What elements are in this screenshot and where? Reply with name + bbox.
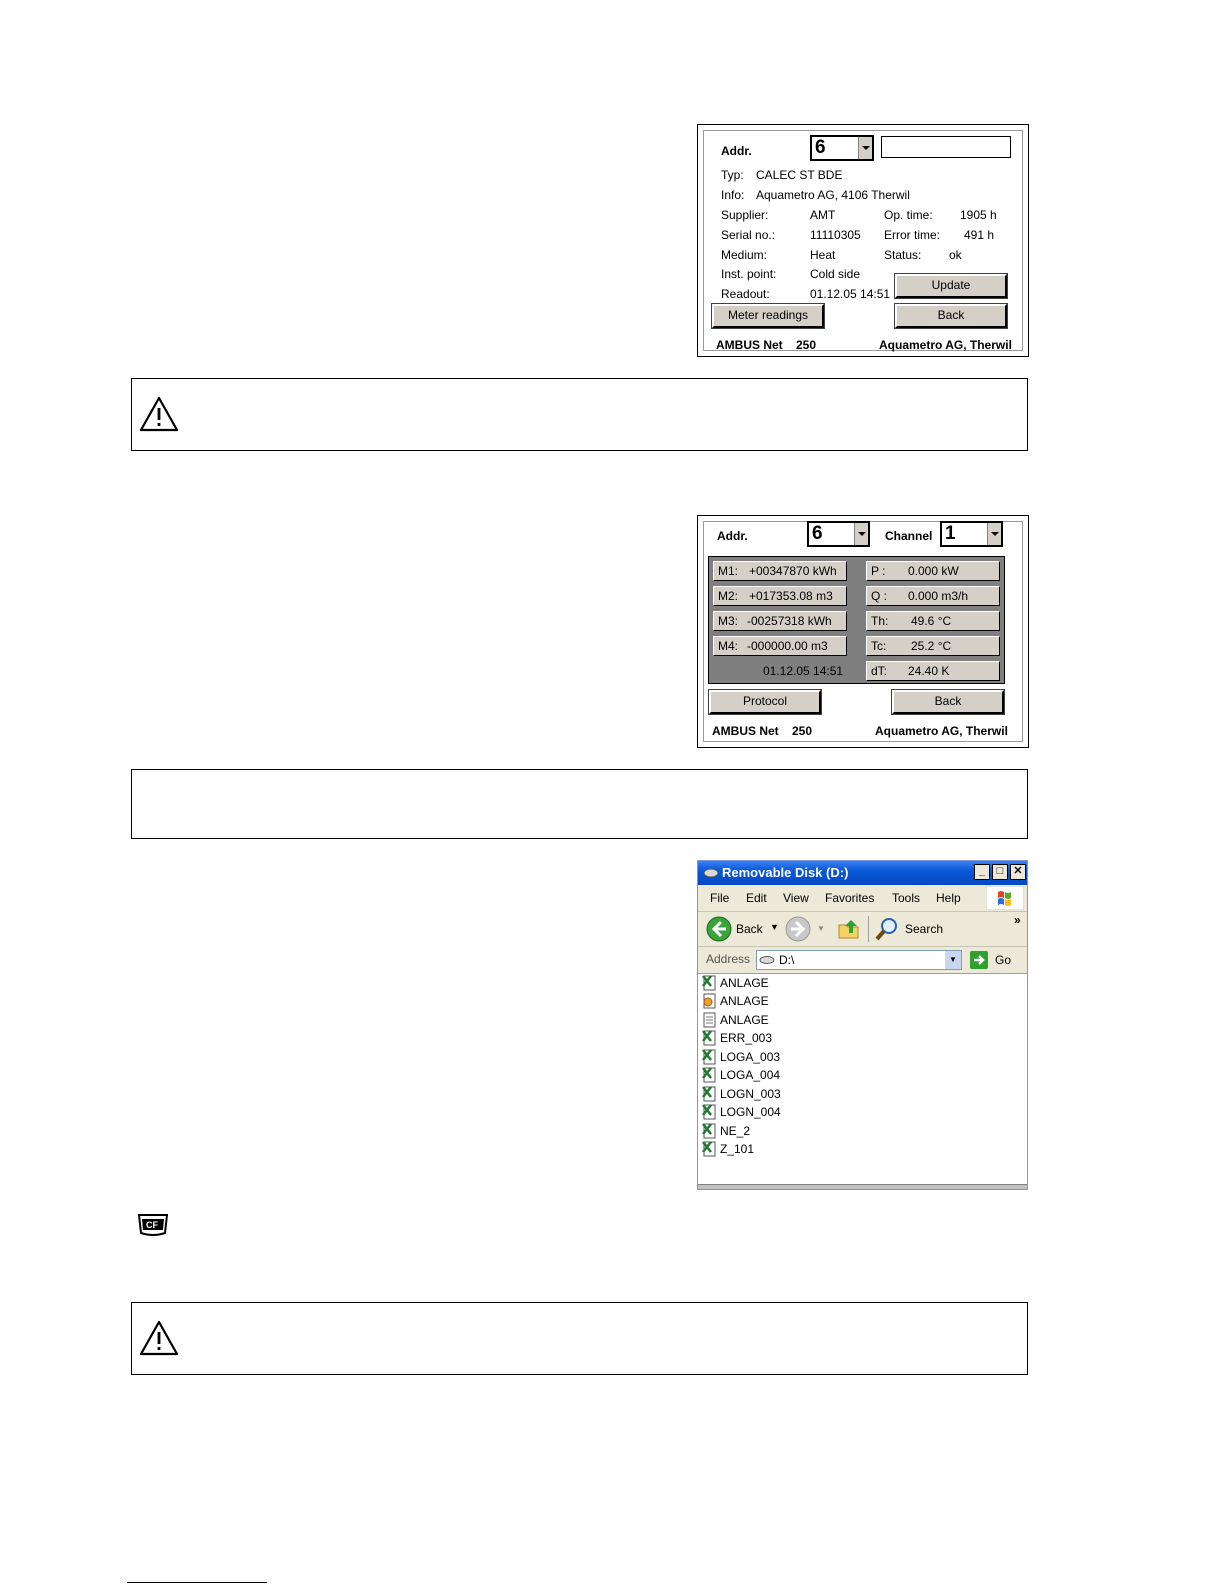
protocol-button[interactable]: Protocol <box>709 690 821 714</box>
chevron-down-icon[interactable]: ▼ <box>770 922 779 932</box>
address-select[interactable] <box>807 521 870 547</box>
excel-file-icon <box>702 1086 717 1102</box>
menu-help[interactable]: Help <box>936 891 961 905</box>
text-file-icon <box>702 1012 717 1028</box>
address-label: Address <box>706 952 751 966</box>
close-button[interactable]: ✕ <box>1010 864 1026 880</box>
folder-up-icon[interactable] <box>836 916 862 942</box>
horizontal-scrollbar[interactable] <box>698 1184 1027 1189</box>
address-value: 6 <box>812 523 823 544</box>
chevron-down-icon[interactable] <box>987 523 1001 545</box>
readout-value: 01.12.05 14:51 <box>810 287 891 301</box>
error-time-value: 491 h <box>964 228 995 242</box>
chevron-down-icon[interactable]: ▼ <box>817 924 825 933</box>
more-chevron-icon[interactable]: » <box>1014 913 1021 927</box>
reading-cell: Tc: 25.2 °C <box>866 636 1000 656</box>
op-time-label: Op. time: <box>884 208 933 222</box>
address-value: D:\ <box>779 953 795 967</box>
excel-file-icon <box>702 1049 717 1065</box>
warning-icon <box>138 395 180 433</box>
drive-icon <box>759 955 775 965</box>
reading-cell: M1: +00347870 kWh <box>713 561 847 581</box>
channel-select[interactable] <box>940 521 1003 547</box>
reading-cell: M3: -00257318 kWh <box>713 611 847 631</box>
address-input[interactable] <box>756 950 962 970</box>
chevron-down-icon[interactable]: ▼ <box>945 951 961 969</box>
window-title: Removable Disk (D:) <box>722 865 849 880</box>
note-box <box>131 769 1028 839</box>
drive-icon <box>703 867 719 879</box>
chevron-down-icon[interactable] <box>858 137 872 159</box>
excel-file-icon <box>702 1030 717 1046</box>
serial-value: 11110305 <box>810 228 861 242</box>
address-bar <box>698 947 1027 974</box>
readout-label: Readout: <box>721 287 770 301</box>
channel-label: Channel <box>885 529 933 543</box>
go-arrow-icon[interactable] <box>970 951 988 969</box>
footer-company-label: Aquametro AG, Therwil <box>879 338 1012 352</box>
addr-label: Addr. <box>717 529 748 543</box>
menu-tools[interactable]: Tools <box>892 891 921 905</box>
error-time-label: Error time: <box>884 228 941 242</box>
status-label: Status: <box>884 248 922 262</box>
back-arrow-icon[interactable] <box>706 916 732 942</box>
footer-net-label: AMBUS Net 250 <box>712 724 813 738</box>
device-info-panel <box>697 124 1029 357</box>
reading-cell: Q : 0.000 m3/h <box>866 586 1000 606</box>
config-file-icon <box>702 993 717 1009</box>
serial-label: Serial no.: <box>721 228 776 242</box>
readings-timestamp: 01.12.05 14:51 <box>763 664 844 678</box>
update-button[interactable]: Update <box>895 274 1007 298</box>
typ-value: CALEC ST BDE <box>756 168 843 182</box>
chevron-down-icon[interactable] <box>854 523 868 545</box>
forward-arrow-icon[interactable] <box>785 916 811 942</box>
readings-grid <box>708 556 1005 684</box>
inst-point-value: Cold side <box>810 267 861 281</box>
supplier-label: Supplier: <box>721 208 769 222</box>
cf-card-icon <box>136 1213 170 1237</box>
address-value: 6 <box>815 137 826 158</box>
status-value: ok <box>949 248 962 262</box>
footer-net-label: AMBUS Net 250 <box>716 338 817 352</box>
file-list: ANLAGE ANLAGE ANLAGE ERR_003 LOGA_003 LOGA_004 LOGN_003 LOGN_004 NE_2 Z_101 <box>698 974 1027 1189</box>
windows-logo-icon <box>986 886 1024 910</box>
medium-value: Heat <box>810 248 836 262</box>
footnote-separator <box>127 1582 267 1583</box>
toolbar-separator <box>868 916 869 942</box>
menu-view[interactable]: View <box>783 891 809 905</box>
menu-edit[interactable]: Edit <box>746 891 767 905</box>
search-label[interactable]: Search <box>905 922 944 936</box>
menu-file[interactable]: File <box>710 891 730 905</box>
address-select[interactable] <box>810 135 874 161</box>
minimize-button[interactable]: _ <box>974 864 990 880</box>
back-label[interactable]: Back <box>736 922 763 936</box>
inst-point-label: Inst. point: <box>721 267 777 281</box>
excel-file-icon <box>702 975 717 991</box>
maximize-button[interactable]: □ <box>992 864 1008 880</box>
go-label[interactable]: Go <box>995 953 1012 967</box>
warning-notice <box>131 378 1028 451</box>
excel-file-icon <box>702 1123 717 1139</box>
back-button[interactable]: Back <box>892 690 1004 714</box>
menu-bar <box>698 885 1027 912</box>
info-value: Aquametro AG, 4106 Therwil <box>756 188 910 202</box>
excel-file-icon <box>702 1104 717 1120</box>
menu-favorites[interactable]: Favorites <box>825 891 875 905</box>
reading-cell: Th: 49.6 °C <box>866 611 1000 631</box>
meter-readings-panel <box>697 515 1029 748</box>
op-time-value: 1905 h <box>960 208 997 222</box>
back-button[interactable]: Back <box>895 304 1007 328</box>
excel-file-icon <box>702 1141 717 1157</box>
svg-text:CF: CF <box>146 1220 158 1230</box>
title-bar[interactable] <box>698 861 1027 885</box>
supplier-value: AMT <box>810 208 836 222</box>
info-label: Info: <box>721 188 745 202</box>
explorer-window <box>697 860 1028 1190</box>
footer-company-label: Aquametro AG, Therwil <box>875 724 1008 738</box>
reading-cell: M4: -000000.00 m3 <box>713 636 847 656</box>
reading-cell: dT: 24.40 K <box>866 661 1000 681</box>
reading-cell: P : 0.000 kW <box>866 561 1000 581</box>
search-icon[interactable] <box>874 916 900 942</box>
medium-label: Medium: <box>721 248 768 262</box>
warning-notice <box>131 1302 1028 1375</box>
excel-file-icon <box>702 1067 717 1083</box>
reading-cell: M2: +017353.08 m3 <box>713 586 847 606</box>
toolbar <box>698 912 1027 947</box>
warning-icon <box>138 1319 180 1357</box>
addr-label: Addr. <box>721 144 752 158</box>
device-name-field[interactable] <box>881 136 1011 158</box>
meter-readings-button[interactable]: Meter readings <box>712 304 824 328</box>
channel-value: 1 <box>945 523 956 544</box>
typ-label: Typ: <box>721 168 744 182</box>
